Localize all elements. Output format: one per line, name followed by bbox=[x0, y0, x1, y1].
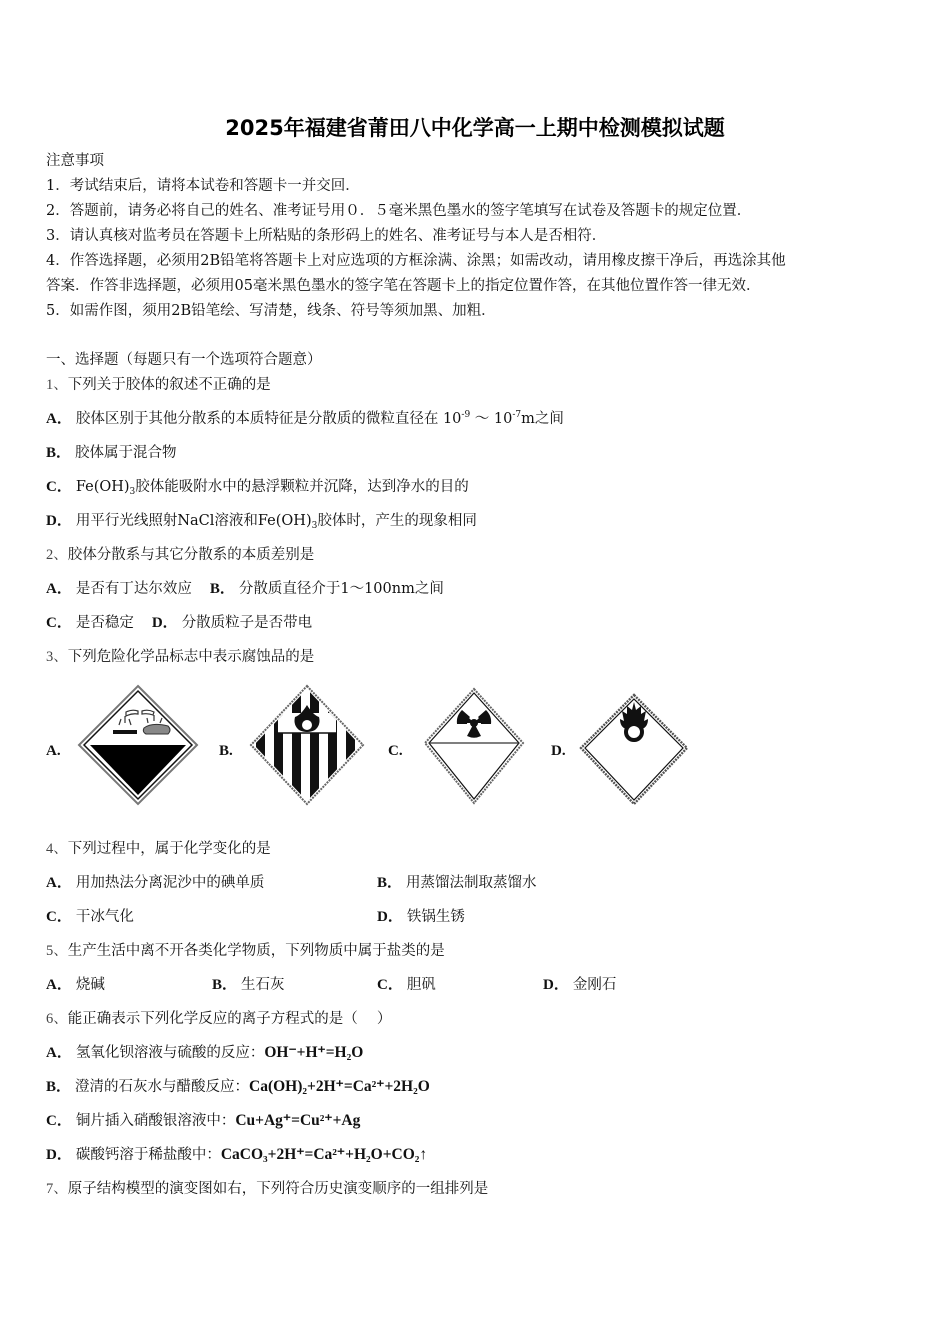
option-label: D． bbox=[46, 513, 72, 529]
question-text: 下列过程中，属于化学变化的是 bbox=[67, 841, 271, 857]
option-label: C． bbox=[46, 909, 72, 925]
ionic-equation: CaCO₃+2H⁺=Ca²⁺+H₂O+CO₂↑ bbox=[220, 1146, 428, 1163]
notice-item: 2．答题前，请务必将自己的姓名、准考证号用０．５毫米黑色墨水的签字笔填写在试卷及答题卡的规定位置． bbox=[46, 203, 752, 219]
option-label: D． bbox=[543, 977, 569, 993]
question-number: 1、 bbox=[46, 377, 68, 393]
question-4-stem bbox=[46, 839, 271, 859]
option-label: C． bbox=[46, 1113, 72, 1129]
question-3-stem bbox=[46, 647, 314, 667]
option-label: B． bbox=[46, 1079, 72, 1095]
question-6-option-b: B． 澄清的石灰水与醋酸反应：Ca(OH)₂+2H⁺=Ca²⁺+2H₂O bbox=[46, 1078, 430, 1095]
option-label: C． bbox=[377, 977, 403, 993]
option-label: A． bbox=[46, 411, 72, 427]
option-label: C． bbox=[46, 479, 72, 495]
question-5-option-c: C． 胆矾 bbox=[377, 977, 436, 993]
question-1-option-a: A． 胶体区别于其他分散系的本质特征是分散质的微粒直径在 $10^{-9}$ ～ $10^{-7}m$之间 bbox=[46, 410, 564, 427]
question-6-option-a: A． 氢氧化钡溶液与硫酸的反应：OH⁻+H⁺=H₂O bbox=[46, 1044, 364, 1061]
question-5-option-a: A． 烧碱 bbox=[46, 977, 105, 993]
question-1-stem bbox=[46, 375, 271, 395]
option-label: A． bbox=[46, 1045, 72, 1061]
notice-item: 3．请认真核对监考员在答题卡上所粘贴的条形码上的姓名、准考证号与本人是否相符． bbox=[46, 228, 607, 244]
question-text: 下列关于胶体的叙述不正确的是 bbox=[67, 377, 271, 393]
question-4-option-b: B． 用蒸馏法制取蒸馏水 bbox=[377, 875, 537, 891]
question-1-option-c: C． $Fe(OH)_3$胶体能吸附水中的悬浮颗粒并沉降，达到净水的目的 bbox=[46, 479, 469, 497]
question-text: 胶体分散系与其它分散系的本质差别是 bbox=[67, 547, 315, 563]
ionic-equation: OH⁻+H⁺=H₂O bbox=[264, 1044, 364, 1061]
question-text: 下列危险化学品标志中表示腐蚀品的是 bbox=[67, 649, 315, 665]
option-label: B． bbox=[377, 875, 403, 891]
oxidizer-sign-icon bbox=[578, 692, 690, 808]
question-2-options-row-2: C． 是否稳定 D． 分散质粒子是否带电 bbox=[46, 615, 313, 631]
question-text: 原子结构模型的演变图如右，下列符合历史演变顺序的一组排列是 bbox=[67, 1181, 489, 1197]
notice-item: 1．考试结束后，请将本试卷和答题卡一并交回． bbox=[46, 178, 360, 194]
question-text: 生产生活中离不开各类化学物质，下列物质中属于盐类的是 bbox=[67, 943, 445, 959]
question-number: 3、 bbox=[46, 649, 68, 665]
question-2-stem bbox=[46, 545, 314, 565]
page-title: 2025年福建省莆田八中化学高一上期中检测模拟试题 bbox=[225, 116, 725, 140]
question-5-option-d: D． 金刚石 bbox=[543, 977, 617, 993]
question-number: 7、 bbox=[46, 1181, 68, 1197]
question-text: 能正确表示下列化学反应的离子方程式的是（ ） bbox=[67, 1011, 392, 1027]
option-label: D. bbox=[551, 743, 566, 759]
option-label: A． bbox=[46, 875, 72, 891]
question-5-stem bbox=[46, 941, 445, 961]
question-1-option-b: B． 胶体属于混合物 bbox=[46, 445, 177, 461]
option-label: D． bbox=[46, 1147, 72, 1163]
question-number: 6、 bbox=[46, 1011, 68, 1027]
option-label: B． bbox=[209, 581, 235, 597]
option-label: B． bbox=[212, 977, 238, 993]
question-5-option-b: B． 生石灰 bbox=[212, 977, 285, 993]
option-label: B． bbox=[46, 445, 72, 461]
question-number: 2、 bbox=[46, 547, 68, 563]
option-label: A． bbox=[46, 977, 72, 993]
option-label: D． bbox=[151, 615, 178, 631]
corrosive-sign-icon bbox=[76, 683, 200, 807]
question-6-option-c: C． 铜片插入硝酸银溶液中：Cu+Ag⁺=Cu²⁺+Ag bbox=[46, 1112, 361, 1129]
option-label: B. bbox=[219, 743, 233, 759]
notice-heading: 注意事项 bbox=[46, 153, 104, 169]
question-7-stem bbox=[46, 1179, 488, 1199]
ionic-equation: Ca(OH)₂+2H⁺=Ca²⁺+2H₂O bbox=[249, 1078, 430, 1095]
option-label: A． bbox=[46, 581, 72, 597]
option-label: C. bbox=[388, 743, 403, 759]
option-label: A. bbox=[46, 743, 61, 759]
question-number: 4、 bbox=[46, 841, 68, 857]
radioactive-sign-icon bbox=[422, 686, 526, 806]
question-2-options-row-1: A． 是否有丁达尔效应 B． 分散质直径介于1～100nm之间 bbox=[46, 581, 444, 597]
question-6-option-d: D． 碳酸钙溶于稀盐酸中：CaCO₃+2H⁺=Ca²⁺+H₂O+CO₂↑ bbox=[46, 1146, 428, 1163]
section-heading: 一、选择题（每题只有一个选项符合题意） bbox=[46, 352, 322, 368]
question-4-option-c: C． 干冰气化 bbox=[46, 909, 134, 925]
notice-item: 答案．作答非选择题，必须用05毫米黑色墨水的签字笔在答题卡上的指定位置作答，在其他位置作答一律无效． bbox=[46, 278, 761, 294]
option-label: D． bbox=[377, 909, 403, 925]
question-4-option-d: D． 铁锅生锈 bbox=[377, 909, 465, 925]
question-number: 5、 bbox=[46, 943, 68, 959]
notice-item: 5．如需作图，须用2B铅笔绘、写清楚，线条、符号等须加黑、加粗． bbox=[46, 303, 496, 319]
notice-item: 4．作答选择题，必须用2B铅笔将答题卡上对应选项的方框涂满、涂黑；如需改动，请用橡皮擦干净后，再选涂其他 bbox=[46, 253, 786, 269]
question-4-option-a: A． 用加热法分离泥沙中的碘单质 bbox=[46, 875, 265, 891]
question-6-stem bbox=[46, 1009, 391, 1029]
flammable-solid-sign-icon bbox=[248, 683, 366, 807]
option-label: C． bbox=[46, 615, 72, 631]
ionic-equation: Cu+Ag⁺=Cu²⁺+Ag bbox=[235, 1112, 361, 1129]
question-1-option-d: D． 用平行光线照射NaCl溶液和$Fe(OH)_3$胶体时，产生的现象相同 bbox=[46, 513, 477, 531]
